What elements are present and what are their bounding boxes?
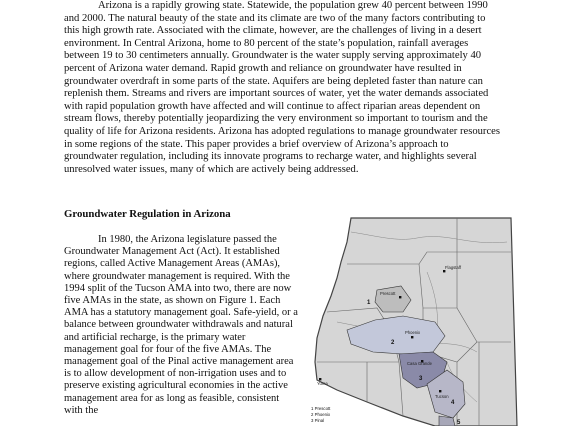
city-label-prescott: Prescott <box>380 291 396 296</box>
legend-entry-1: 1 Prescott <box>311 406 331 411</box>
ama-number-1: 1 <box>367 300 371 306</box>
city-marker-phoenix <box>411 336 413 338</box>
map-svg <box>307 212 520 426</box>
ama-number-5: 5 <box>457 420 461 426</box>
section-text: In 1980, the Arizona legislature passed the Groundwater Management Act (Act). It established regions, called Active Management Areas (AMAs), where groundwater management is required. With the 1994 split of the Tucson AMA into two, there are now five AMAs in the state, as shown on Figure 1. Each AMA has a statutory management goal. Safe-yield, or a balance between groundwater withdrawals and natural and artificial recharge, is the primary water management goal for four of the five AMAs. The management goal of the Pinal active management area is to allow development of non-irrigation uses and to preserve existing agricultural economies in the active management area for as long as feasible, consistent with the <box>64 234 298 416</box>
city-marker-tucson <box>439 390 441 392</box>
ama-number-3: 3 <box>419 376 423 382</box>
city-label-casa-grande: Casa Grande <box>407 361 432 366</box>
intro-paragraph <box>64 0 500 176</box>
legend-entry-3: 3 Pinal <box>311 418 325 423</box>
city-label-phoenix: Phoenix <box>405 330 421 335</box>
city-marker-flagstaff <box>443 270 445 272</box>
city-marker-prescott <box>399 296 401 298</box>
ama-number-4: 4 <box>451 400 455 406</box>
intro-text: Arizona is a rapidly growing state. Statewide, the population grew 40 percent between 1990 and 2000. The natural beauty of the state and its climate are two of the many factors contributing to this high growth rate. Associated with the climate, however, are the challenges of living in a desert environment. In Central Arizona, home to 80 percent of the state’s population, rainfall averages between 19 to 30 centimeters annually. Groundwater is the water supply serving approximately 40 percent of Arizona water demand. Rapid growth and reliance on groundwater have resulted in groundwater overdraft in some parts of the state. Aquifers are being depleted faster than nature can replenish them. Streams and rivers are important sources of water, yet the water demands associated with rapid population growth have affected and will continue to affect riparian areas dependent on stream flows, thereby potentially jeopardizing the very environment so important to tourism and the quality of life for Arizona residents. Arizona has adopted regulations to manage groundwater resources in some regions of the state. This paper provides a brief overview of Arizona’s approach to groundwater regulation, including its innovate programs to recharge water, and highlights several unresolved water issues, many of which are actively being addressed. <box>64 0 500 175</box>
ama-number-2: 2 <box>391 340 395 346</box>
section-heading: Groundwater Regulation in Arizona <box>64 208 231 220</box>
legend-entry-2: 2 Phoenix <box>311 412 331 417</box>
arizona-ama-map <box>307 212 520 426</box>
map-legend <box>311 406 331 423</box>
city-label-tucson: Tucson <box>435 394 449 399</box>
city-label-yuma: Yuma <box>317 381 328 386</box>
city-label-flagstaff: Flagstaff <box>445 265 461 270</box>
section-paragraph <box>64 234 300 417</box>
